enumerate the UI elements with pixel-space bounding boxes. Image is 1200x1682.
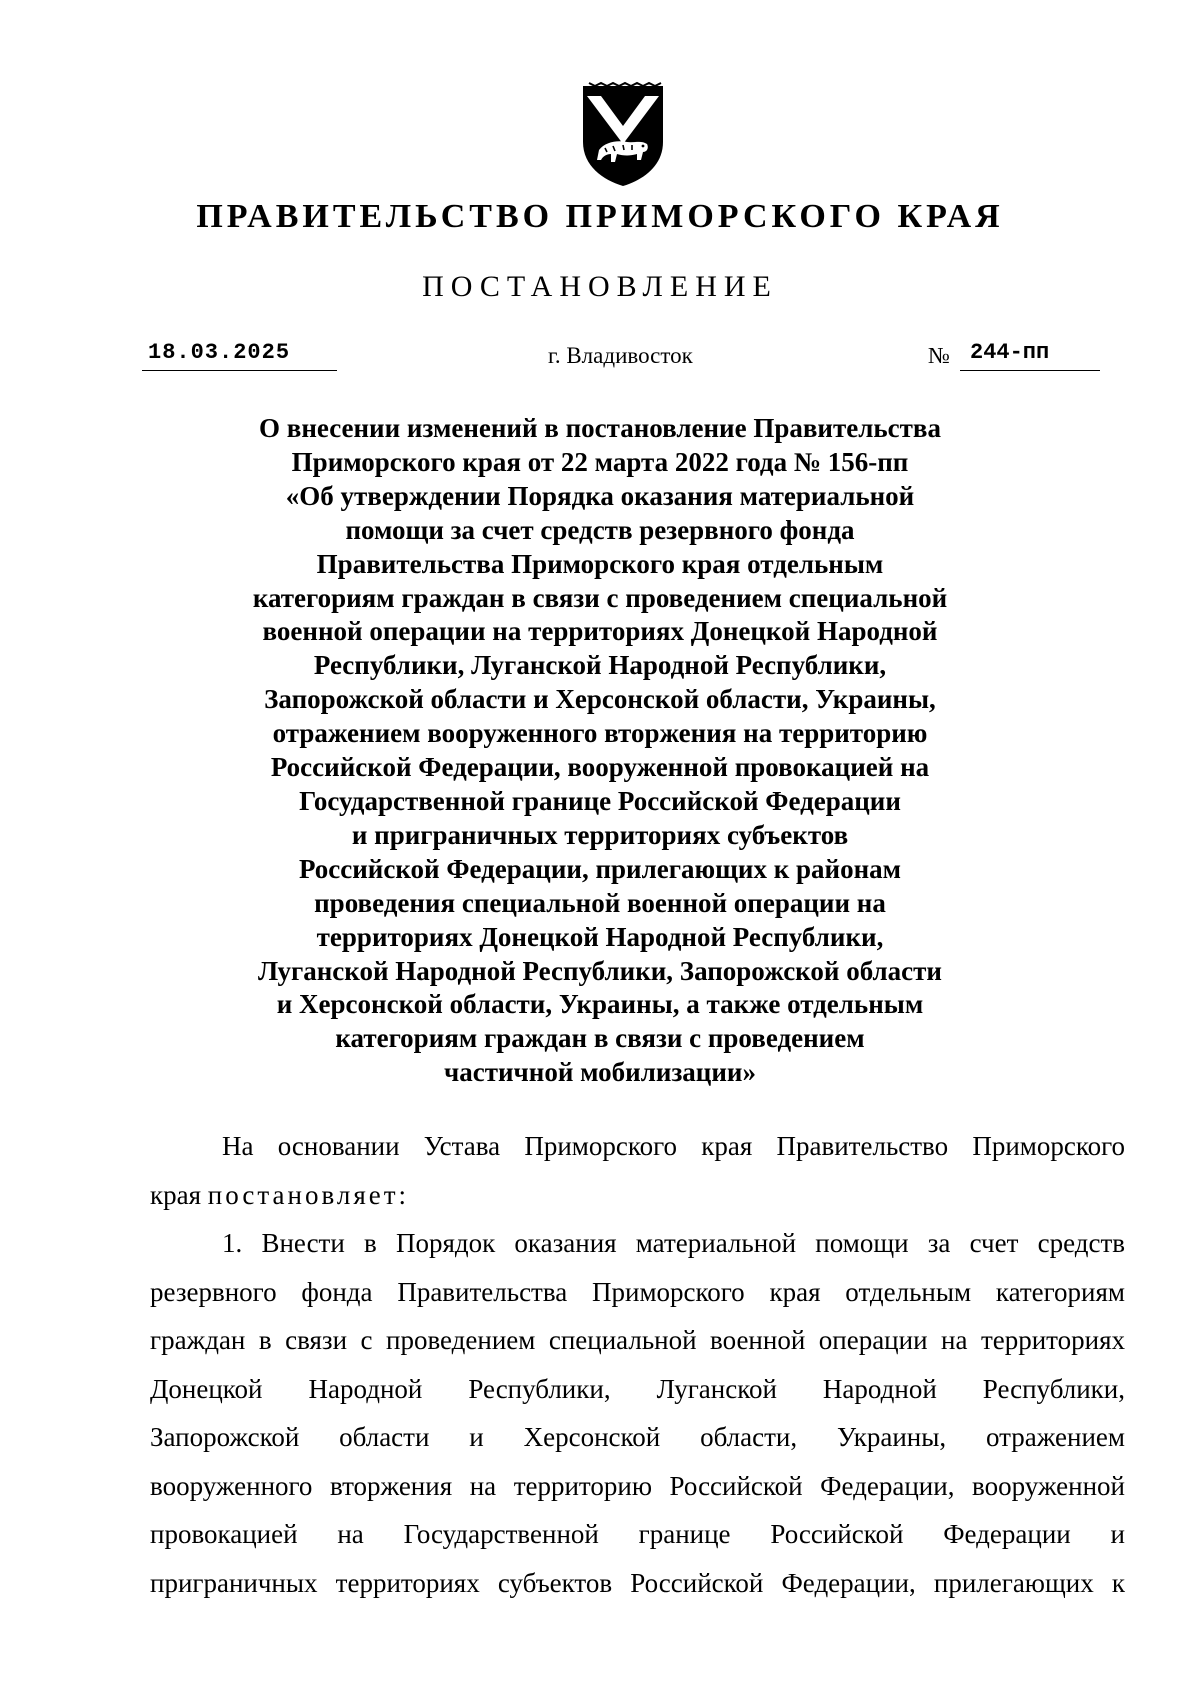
body-line: провокацией на Государственной границе Российской Федерации и bbox=[150, 1519, 1125, 1549]
heading-line: отражением вооруженного вторжения на территорию bbox=[272, 718, 928, 749]
heading-line: О внесении изменений в постановление Правительства bbox=[259, 413, 941, 443]
body-line: резервного фонда Правительства Приморского края отдельным категориям bbox=[150, 1276, 1125, 1307]
preamble-paragraph bbox=[150, 1122, 1125, 1219]
body-line: граждан в связи с проведением специальной военной операции на территориях bbox=[150, 1325, 1125, 1355]
heading-line: Республики, Луганской Народной Республики, bbox=[313, 650, 887, 681]
heading-line: «Об утверждении Порядка оказания материальной bbox=[285, 480, 915, 511]
heading-line: помощи за счет средств резервного фонда bbox=[345, 514, 855, 545]
body-line: 1. Внести в Порядок оказания материальной помощи за счет средств bbox=[222, 1228, 1125, 1258]
heading-line: Правительства Приморского края отдельным bbox=[316, 548, 884, 579]
heading-line: территориях Донецкой Народной Республики, bbox=[316, 921, 884, 952]
preamble-verb: постановляет: bbox=[207, 1179, 410, 1210]
body-line: приграничных территориях субъектов Российской Федерации, прилегающих к bbox=[150, 1567, 1125, 1598]
body-line: вооруженного вторжения на территорию Российской Федерации, вооруженной bbox=[150, 1470, 1125, 1501]
document-type: ПОСТАНОВЛЕНИЕ bbox=[422, 270, 778, 303]
heading-line: частичной мобилизации» bbox=[444, 1057, 756, 1088]
coat-of-arms-icon bbox=[577, 80, 669, 188]
heading-line: категориям граждан в связи с проведением специальной bbox=[252, 582, 948, 613]
heading-line: и Херсонской области, Украины, а также отдельным bbox=[276, 989, 924, 1020]
body-line: Донецкой Народной Республики, Луганской Народной Республики, bbox=[150, 1373, 1125, 1404]
heading-line: Запорожской области и Херсонской области, Украины, bbox=[264, 684, 936, 715]
heading-line: и приграничных территориях субъектов bbox=[351, 819, 849, 850]
heading-line: Российской Федерации, прилегающих к районам bbox=[298, 853, 902, 884]
document-city: г. Владивосток bbox=[548, 343, 693, 368]
heading-line: Российской Федерации, вооруженной провокацией на bbox=[270, 752, 930, 783]
document-body bbox=[150, 1122, 1125, 1607]
number-underline bbox=[960, 370, 1100, 371]
body-line: На основании Устава Приморского края Правительство Приморского bbox=[222, 1131, 1125, 1161]
document-date: 18.03.2025 bbox=[148, 340, 291, 365]
date-underline bbox=[142, 370, 337, 371]
body-line bbox=[150, 1171, 1125, 1220]
organization-title: ПРАВИТЕЛЬСТВО ПРИМОРСКОГО КРАЯ bbox=[196, 198, 1004, 235]
heading-line: проведения специальной военной операции на bbox=[314, 887, 886, 918]
document-heading bbox=[0, 412, 1200, 1090]
heading-line: Государственной границе Российской Федерации bbox=[299, 785, 901, 816]
preamble-line-start: края bbox=[150, 1179, 202, 1210]
number-label: № bbox=[928, 343, 950, 368]
document-number: 244-пп bbox=[970, 340, 1050, 365]
heading-line: категориям граждан в связи с проведением bbox=[335, 1023, 865, 1054]
heading-line: Луганской Народной Республики, Запорожской области bbox=[258, 955, 942, 986]
item-1-paragraph bbox=[150, 1219, 1125, 1607]
heading-line: военной операции на территориях Донецкой Народной bbox=[262, 616, 938, 647]
body-line: Запорожской области и Херсонской области, Украины, отражением bbox=[150, 1422, 1125, 1452]
heading-line: Приморского края от 22 марта 2022 года № 156-пп bbox=[291, 446, 909, 477]
